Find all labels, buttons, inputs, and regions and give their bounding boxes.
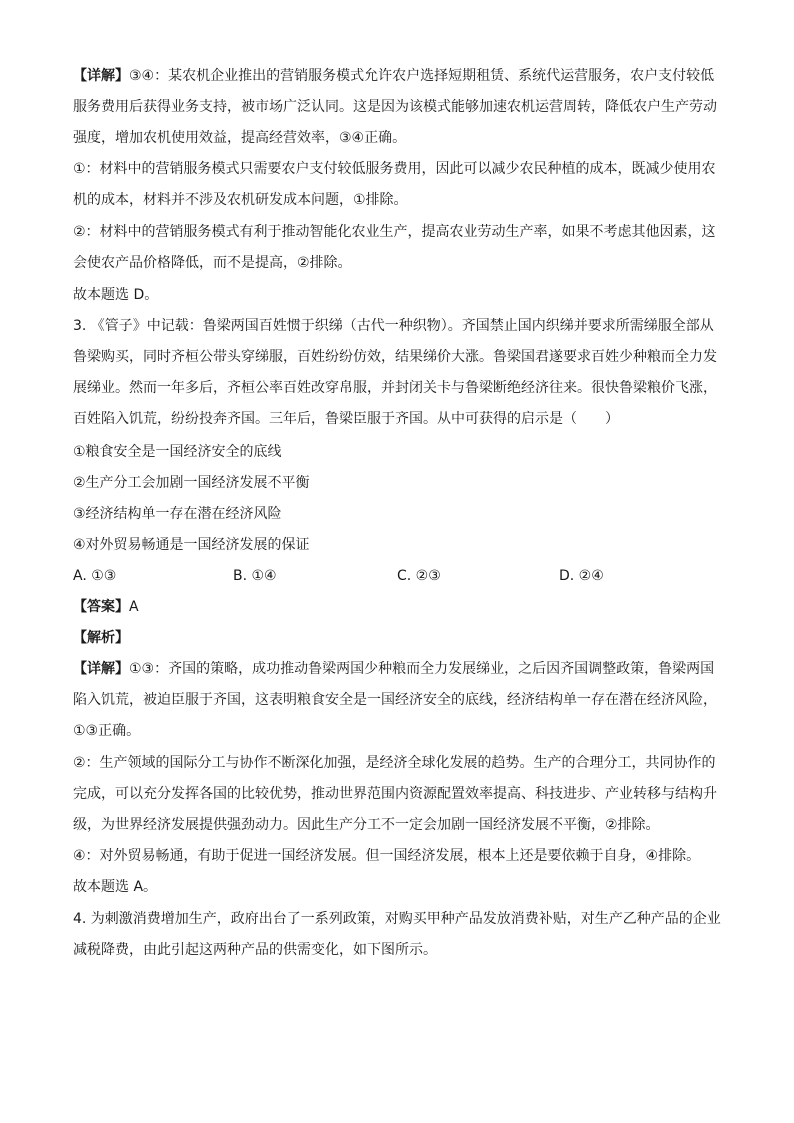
question-3-stem-line: 展绨业。然而一年多后，齐桓公率百姓改穿帛服，并封闭关卡与鲁梁断绝经济往来。很快鲁梁粮价飞涨， — [73, 380, 717, 396]
detail-label: 【详解】 — [73, 68, 129, 84]
option-a: A. ①③ — [73, 568, 117, 584]
statement-3: ③经济结构单一存在潜在经济风险 — [73, 506, 282, 522]
conclusion-line: 故本题选 A。 — [73, 879, 158, 895]
detail-text: ③④：某农机企业推出的营销服务模式允许农户选择短期租赁、系统代运营服务，农户支付较低 — [129, 68, 715, 84]
detail-paragraph-line: ①：材料中的营销服务模式只需要农户支付较低服务费用，因此可以减少农民种植的成本，既减少使用农 — [73, 161, 716, 177]
answer-value: A — [129, 599, 139, 615]
question-3-stem-line: 3. 《管子》中记载：鲁梁两国百姓惯于织绨（古代一种织物）。齐国禁止国内织绨并要求所需绨服全部从 — [73, 318, 714, 334]
detail-text: ①③：齐国的策略，成功推动鲁梁两国少种粮而全力发展绨业，之后因齐国调整政策，鲁梁两国 — [129, 661, 715, 677]
question-4-stem-line: 4. 为刺激消费增加生产，政府出台了一系列政策，对购买甲种产品发放消费补贴，对生产乙种产品的企业 — [73, 911, 721, 927]
detail-paragraph-line: 级，为世界经济发展提供强劲动力。因此生产分工不一定会加剧一国经济发展不平衡，②排除。 — [73, 817, 660, 833]
detail-paragraph-line: 陷入饥荒，被迫臣服于齐国，这表明粮食安全是一国经济安全的底线，经济结构单一存在潜在经济风险， — [73, 692, 717, 708]
detail-paragraph-line: 会使农产品价格降低，而不是提高，②排除。 — [73, 255, 352, 271]
detail-paragraph-line: 机的成本，材料并不涉及农机研发成本问题，①排除。 — [73, 192, 408, 208]
detail-paragraph-line: 服务费用后获得业务支持，被市场广泛认同。这是因为该模式能够加速农机运营周转，降低农户生产劳动 — [73, 99, 717, 115]
statement-2: ②生产分工会加剧一国经济发展不平衡 — [73, 475, 310, 491]
question-3-stem-line: 百姓陷入饥荒，纷纷投奔齐国。三年后，鲁梁臣服于齐国。从中可获得的启示是（ ） — [73, 411, 619, 427]
detail-paragraph-line: 强度，增加农机使用效益，提高经营效率，③④正确。 — [73, 130, 407, 146]
detail-paragraph-line — [73, 659, 714, 679]
question-4-stem-line: 减税降费，由此引起这两种产品的供需变化，如下图所示。 — [73, 942, 437, 958]
detail-paragraph-line — [73, 66, 714, 86]
option-b: B. ①④ — [233, 568, 277, 584]
statement-4: ④对外贸易畅通是一国经济发展的保证 — [73, 537, 310, 553]
conclusion-line: 故本题选 D。 — [73, 287, 159, 303]
answer-line — [73, 597, 139, 617]
statement-1: ①粮食安全是一国经济安全的底线 — [73, 444, 282, 460]
analysis-label: 【解析】 — [73, 630, 129, 646]
question-3-stem-line: 鲁梁购买，同时齐桓公带头穿绨服，百姓纷纷仿效，结果绨价大涨。鲁梁国君遂要求百姓少种粮而全力发 — [73, 349, 717, 365]
option-c: C. ②③ — [397, 568, 441, 584]
detail-paragraph-line: ①③正确。 — [73, 723, 141, 739]
option-d: D. ②④ — [559, 568, 604, 584]
answer-label: 【答案】 — [73, 599, 129, 615]
detail-paragraph-line: ②：材料中的营销服务模式有利于推动智能化农业生产，提高农业劳动生产率，如果不考虑其他因素，这 — [73, 224, 716, 240]
detail-label: 【详解】 — [73, 661, 129, 677]
detail-paragraph-line: ④：对外贸易畅通，有助于促进一国经济发展。但一国经济发展，根本上还是要依赖于自身，④排除。 — [73, 848, 701, 864]
detail-paragraph-line: 完成，可以充分发挥各国的比较优势，推动世界范围内资源配置效率提高、科技进步、产业转移与结构升 — [73, 786, 717, 802]
detail-paragraph-line: ②：生产领域的国际分工与协作不断深化加强，是经济全球化发展的趋势。生产的合理分工，共同协作的 — [73, 755, 716, 771]
